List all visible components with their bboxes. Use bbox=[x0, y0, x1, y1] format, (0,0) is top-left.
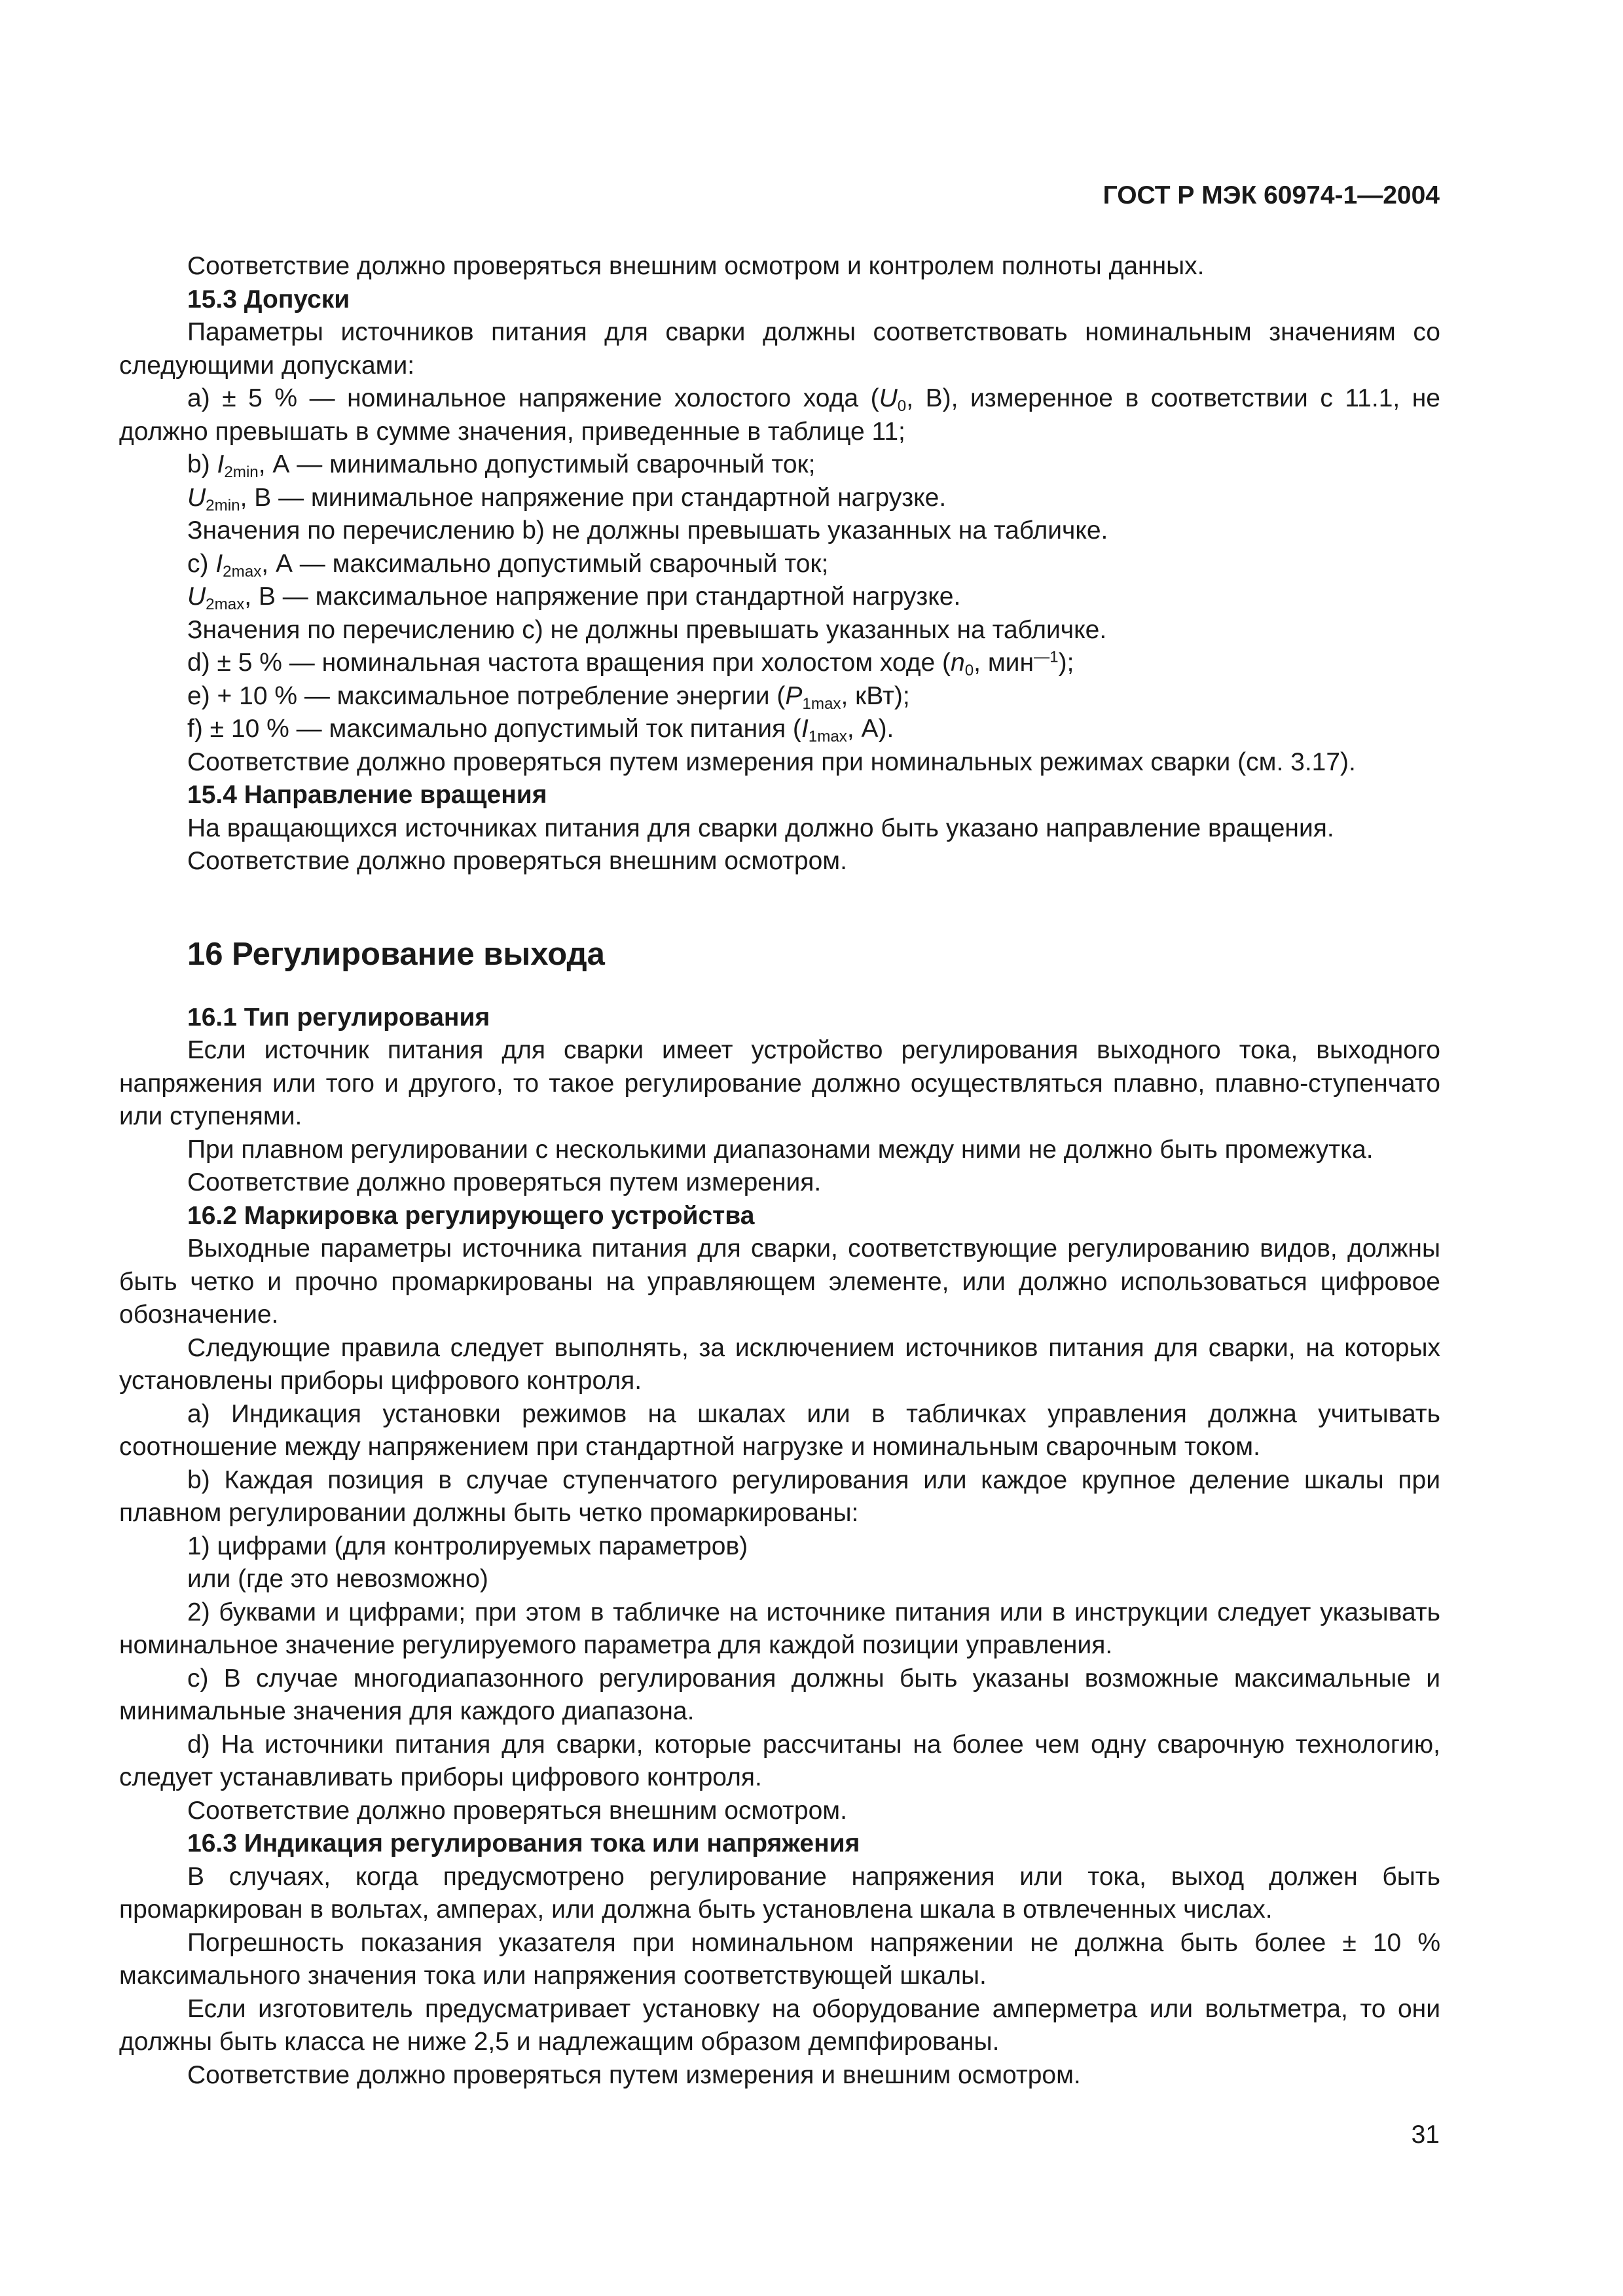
document-body bbox=[119, 250, 1440, 2092]
subsection-heading-15-4: 15.4 Направление вращения bbox=[187, 781, 547, 809]
paragraph: Значения по перечислению b) не должны превышать указанных на табличке. bbox=[187, 516, 1108, 545]
section-heading-16: 16 Регулирование выхода bbox=[187, 936, 605, 972]
list-item-c-continued: $U_{2max}$, В — максимальное напряжение при стандартной нагрузке. bbox=[187, 583, 961, 613]
paragraph: Соответствие должно проверяться внешним осмотром. bbox=[187, 1796, 847, 1825]
paragraph: Соответствие должно проверяться внешним осмотром и контролем полноты данных. bbox=[187, 252, 1205, 280]
list-item: 1) цифрами (для контролируемых параметров) bbox=[187, 1532, 748, 1560]
subsection-heading-16-2: 16.2 Маркировка регулирующего устройства bbox=[187, 1201, 755, 1230]
paragraph: В случаях, когда предусмотрено регулирование напряжения или тока, выход должен быть промаркирован в вольтах, амперах, или должна быть установлена шкала в отвлеченных числах. bbox=[119, 1862, 1440, 1924]
paragraph: Соответствие должно проверяться путем измерения. bbox=[187, 1168, 822, 1196]
list-item-e: е) + 10 % — максимальное потребление энергии ($P_{1max}$, кВт); bbox=[187, 681, 910, 713]
paragraph: Если источник питания для сварки имеет устройство регулирования выходного тока, выходного напряжения или того и другого, то такое регулирование должно осуществляться плавно, плавно-ступенчато или ступенями. bbox=[119, 1036, 1440, 1130]
paragraph: Соответствие должно проверяться путем измерения и внешним осмотром. bbox=[187, 2060, 1081, 2089]
paragraph: или (где это невозможно) bbox=[187, 1565, 488, 1593]
paragraph: Соответствие должно проверяться путем измерения при номинальных режимах сварки (см. 3.17). bbox=[187, 747, 1356, 776]
paragraph: Значения по перечислению с) не должны превышать указанных на табличке. bbox=[187, 615, 1107, 644]
paragraph: На вращающихся источниках питания для сварки должно быть указано направление вращения. bbox=[187, 814, 1334, 842]
document-code: ГОСТ Р МЭК 60974-1—2004 bbox=[1103, 181, 1440, 209]
paragraph: Выходные параметры источника питания для сварки, соответствующие регулированию видов, должны быть четко и прочно промаркированы на управляющем элементе, или должно использоваться цифровое обозначение. bbox=[119, 1234, 1440, 1329]
subsection-heading-15-3: 15.3 Допуски bbox=[187, 285, 350, 314]
list-item: d) На источники питания для сварки, которые рассчитаны на более чем одну сварочную технологию, следует устанавливать приборы цифрового контроля. bbox=[119, 1730, 1440, 1791]
paragraph: Следующие правила следует выполнять, за исключением источников питания для сварки, на которых установлены приборы цифрового контроля. bbox=[119, 1333, 1440, 1395]
subsection-heading-16-3: 16.3 Индикация регулирования тока или напряжения bbox=[187, 1829, 860, 1857]
list-item-c: с) $I_{2max}$, А — максимально допустимый сварочный ток; bbox=[187, 549, 829, 581]
list-item-b-continued: $U_{2min}$, В — минимальное напряжение при стандартной нагрузке. bbox=[187, 483, 947, 514]
list-item-b: b) $I_{2min}$, А — минимально допустимый сварочный ток; bbox=[187, 450, 816, 481]
paragraph: Погрешность показания указателя при номинальном напряжении не должна быть более ± 10 % максимального значения тока или напряжения соответствующей шкалы. bbox=[119, 1928, 1440, 1990]
list-item-a: а) ± 5 % — номинальное напряжение холостого хода ($U_0$, В), измеренное в соответствии с 11.1, не должно превышать в сумме значения, приведенные в таблице 11; bbox=[119, 384, 1440, 446]
paragraph: Если изготовитель предусматривает установку на оборудование амперметра или вольтметра, то они должны быть класса не ниже 2,5 и надлежащим образом демпфированы. bbox=[119, 1994, 1440, 2056]
page-number: 31 bbox=[1411, 2121, 1440, 2149]
list-item: с) В случае многодиапазонного регулирования должны быть указаны возможные максимальные и минимальные значения для каждого диапазона. bbox=[119, 1664, 1440, 1725]
paragraph: Параметры источников питания для сварки должны соответствовать номинальным значениям со следующими допусками: bbox=[119, 318, 1440, 380]
paragraph: Соответствие должно проверяться внешним осмотром. bbox=[187, 847, 847, 875]
list-item: b) Каждая позиция в случае ступенчатого регулирования или каждое крупное деление шкалы при плавном регулировании должны быть четко промаркированы: bbox=[119, 1465, 1440, 1527]
list-item: 2) буквами и цифрами; при этом в табличке на источнике питания или в инструкции следует указывать номинальное значение регулируемого параметра для каждой позиции управления. bbox=[119, 1598, 1440, 1659]
paragraph: При плавном регулировании с несколькими диапазонами между ними не должно быть промежутка. bbox=[187, 1135, 1374, 1164]
list-item: а) Индикация установки режимов на шкалах или в табличках управления должна учитывать соотношение между напряжением при стандартной нагрузке и номинальным сварочным током. bbox=[119, 1399, 1440, 1461]
subsection-heading-16-1: 16.1 Тип регулирования bbox=[187, 1003, 490, 1031]
list-item-d: d) ± 5 % — номинальная частота вращения при холостом ходе ($n_0$, мин$^{—1}$); bbox=[187, 648, 1074, 679]
list-item-f: f) ± 10 % — максимально допустимый ток питания ($I_{1max}$, А). bbox=[187, 715, 894, 745]
